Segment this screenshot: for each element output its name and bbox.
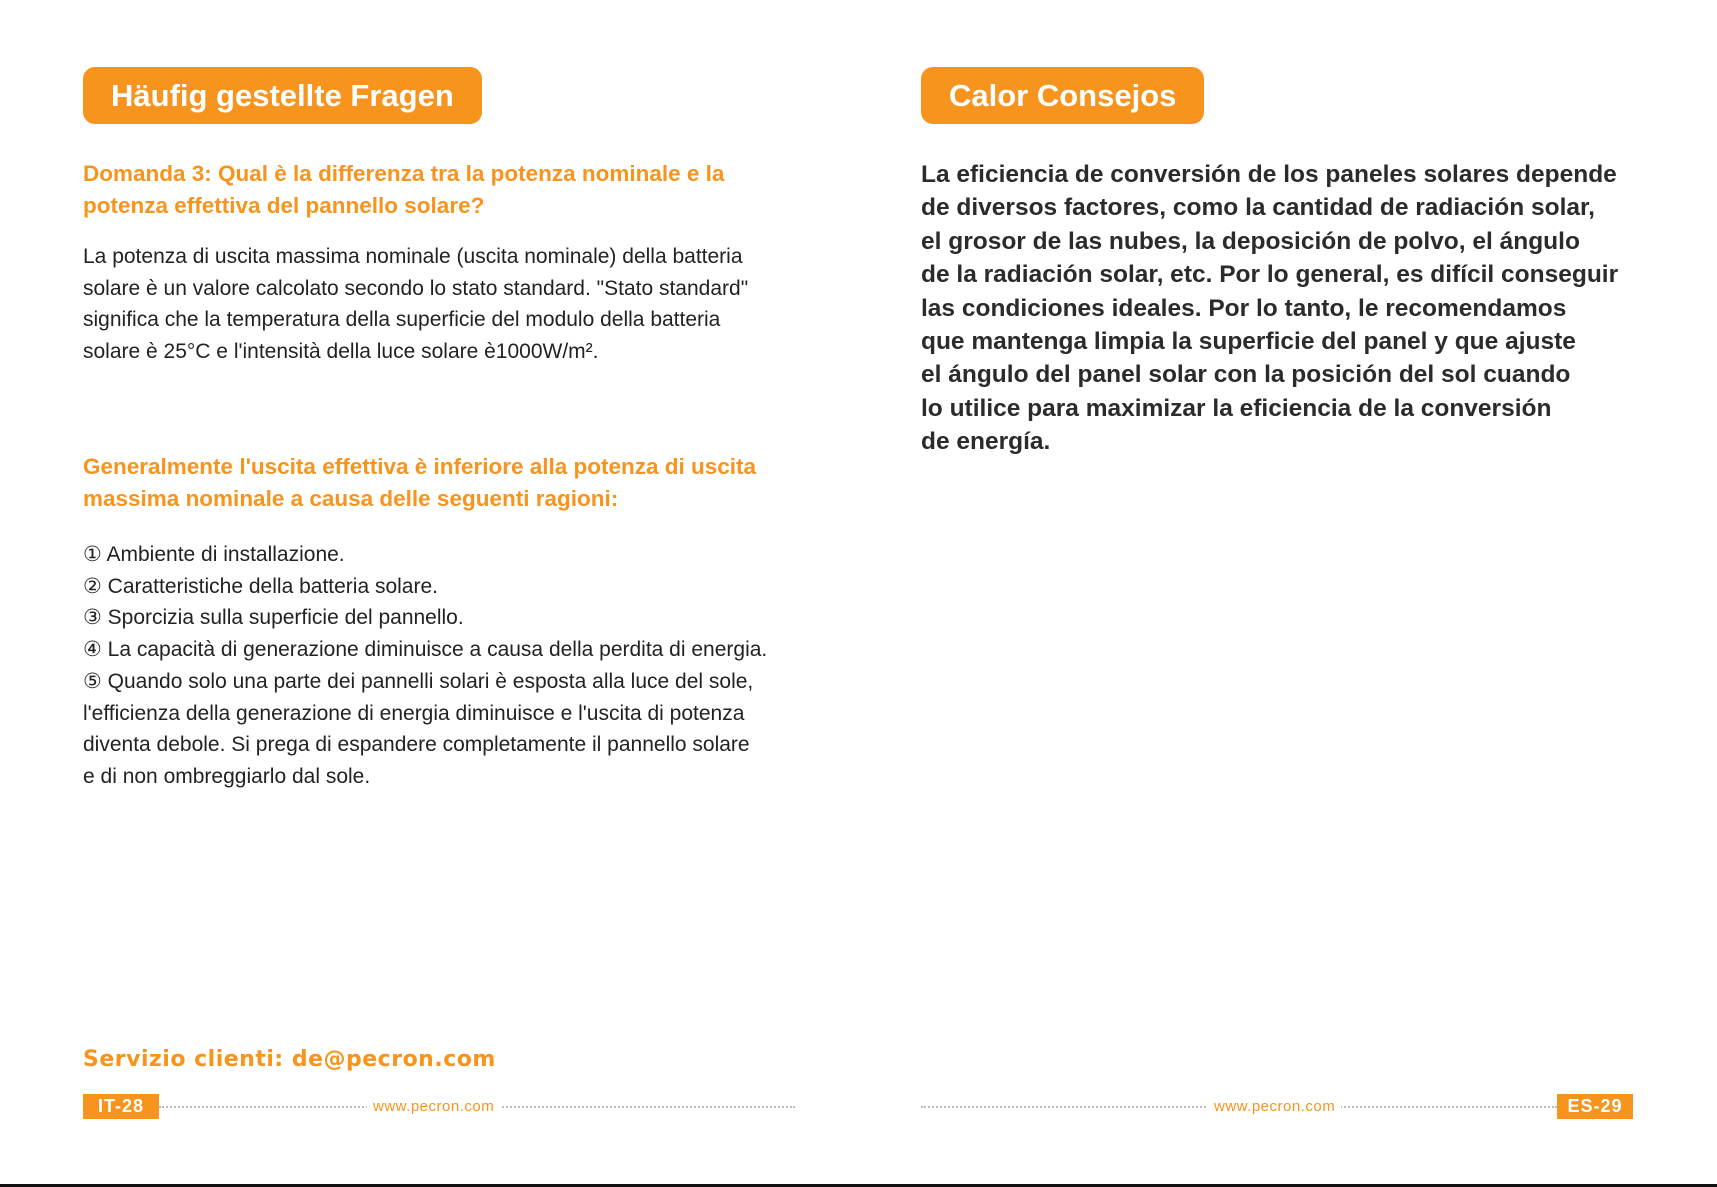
tips-line: las condiciones ideales. Por lo tanto, le recomendamos bbox=[921, 294, 1567, 322]
tips-line: de la radiación solar, etc. Por lo general, es difícil conseguir bbox=[921, 261, 1619, 289]
tips-line: el grosor de las nubes, la deposición de polvo, el ángulo bbox=[921, 227, 1580, 255]
answer-line: solare è un valore calcolato secondo lo stato standard. "Stato standard" bbox=[83, 276, 749, 300]
answer-paragraph bbox=[83, 241, 823, 368]
reasons-heading bbox=[83, 451, 823, 515]
tips-line: lo utilice para maximizar la eficiencia de la conversión bbox=[921, 394, 1552, 422]
question-line: Domanda 3: Qual è la differenza tra la potenza nominale e la bbox=[83, 161, 725, 186]
question-line: potenza effettiva del pannello solare? bbox=[83, 193, 485, 218]
page-number-badge: IT-28 bbox=[83, 1094, 159, 1119]
right-footer bbox=[921, 1094, 1633, 1119]
tips-paragraph bbox=[921, 158, 1661, 459]
tips-line: La eficiencia de conversión de los paneles solares depende bbox=[921, 161, 1617, 188]
customer-service-contact: Servizio clienti: de@pecron.com bbox=[83, 1047, 496, 1072]
reasons-heading-line: massima nominale a causa delle seguenti ragioni: bbox=[83, 486, 619, 511]
left-footer bbox=[83, 1094, 795, 1119]
list-item: ⑤ Quando solo una parte dei pannelli solari è esposta alla luce del sole, bbox=[83, 669, 754, 693]
tips-heading: Calor Consejos bbox=[921, 67, 1204, 124]
list-item: l'efficienza della generazione di energia diminuisce e l'uscita di potenza bbox=[83, 701, 745, 725]
list-item: diventa debole. Si prega di espandere completamente il pannello solare bbox=[83, 733, 750, 757]
faq-heading: Häufig gestellte Fragen bbox=[83, 67, 482, 124]
list-item: ④ La capacità di generazione diminuisce a causa della perdita di energia. bbox=[83, 638, 768, 662]
list-item: e di non ombreggiarlo dal sole. bbox=[83, 764, 371, 788]
page-number-badge: ES-29 bbox=[1557, 1094, 1633, 1119]
left-page bbox=[0, 0, 858, 1187]
website-url: www.pecron.com bbox=[367, 1094, 500, 1119]
tips-line: de energía. bbox=[921, 428, 1051, 456]
reasons-heading-line: Generalmente l'uscita effettiva è inferiore alla potenza di uscita bbox=[83, 454, 757, 479]
list-item: ② Caratteristiche della batteria solare. bbox=[83, 574, 438, 598]
right-page bbox=[858, 0, 1717, 1187]
list-item: ③ Sporcizia sulla superficie del pannello. bbox=[83, 606, 464, 630]
answer-line: significa che la temperatura della superficie del modulo della batteria bbox=[83, 308, 721, 332]
tips-line: el ángulo del panel solar con la posición del sol cuando bbox=[921, 361, 1571, 389]
tips-line: de diversos factores, como la cantidad de radiación solar, bbox=[921, 194, 1595, 222]
tips-line: que mantenga limpia la superficie del panel y que ajuste bbox=[921, 328, 1576, 356]
list-item: ① Ambiente di installazione. bbox=[83, 543, 345, 566]
answer-line: La potenza di uscita massima nominale (uscita nominale) della batteria bbox=[83, 245, 743, 268]
reasons-list bbox=[83, 539, 823, 793]
question-heading bbox=[83, 158, 823, 222]
website-url: www.pecron.com bbox=[1208, 1094, 1341, 1119]
answer-line: solare è 25°C e l'intensità della luce solare è1000W/m². bbox=[83, 340, 599, 364]
